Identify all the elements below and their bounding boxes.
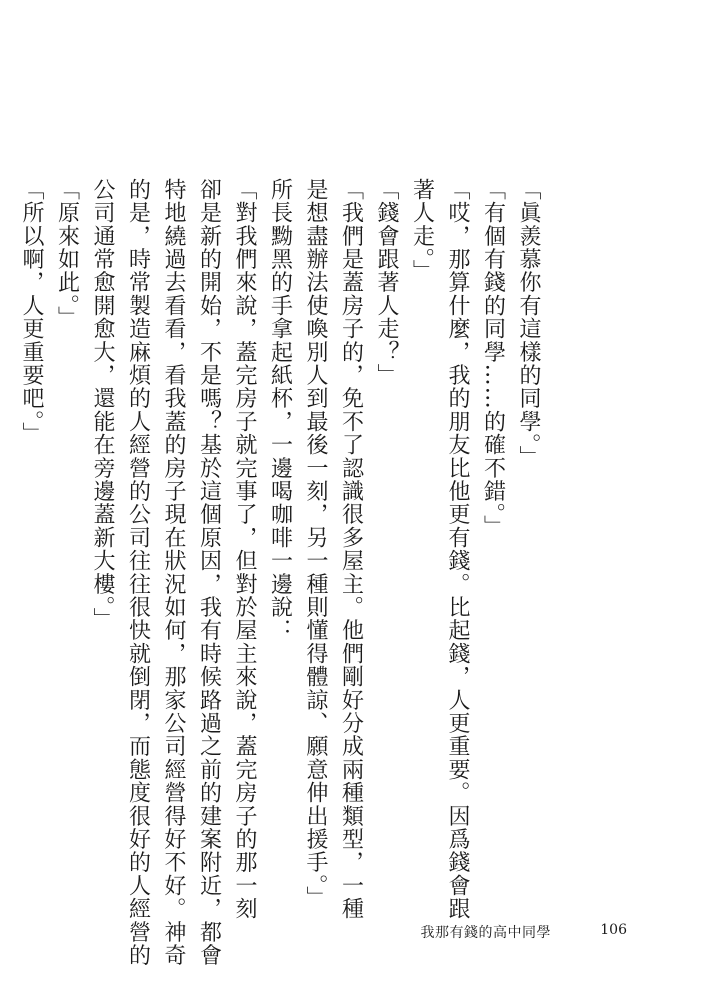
text-column: 是想盡辦法使喚別人到最後一刻，另一種則懂得體諒、願意伸出援手。」 — [303, 178, 328, 910]
text-column: 卻是新的開始，不是嗎？基於這個原因，我有時候路過之前的建案附近，都會 — [196, 178, 222, 967]
text-column: 「哎，那算什麼，我的朋友比他更有錢。比起錢，人更重要。因爲錢會跟 — [445, 178, 470, 921]
text-column: 公司通常愈開愈大，還能在旁邊蓋新大樓。」 — [90, 178, 115, 631]
text-column: 的是，時常製造麻煩的人經營的公司往往很快就倒閉，而態度很好的人經營的 — [125, 178, 151, 967]
text-column: 「錢會跟著人走？」 — [374, 178, 399, 387]
page-footer — [0, 922, 711, 946]
text-column: 「我們是蓋房子的，免不了認識很多屋主。他們剛好分成兩種類型，一種 — [338, 178, 364, 921]
text-column: 「所以啊，人更重要吧。」 — [19, 178, 44, 446]
page-number: 106 — [600, 922, 627, 938]
text-column: 「眞羨慕你有這樣的同學。」 — [516, 178, 541, 469]
text-column: 著人走。」 — [409, 178, 435, 283]
text-column: 所長黝黑的手拿起紙杯，一邊喝咖啡一邊說： — [267, 178, 293, 642]
text-column: 「對我們來說，蓋完房子就完事了，但對於屋主來說，蓋完房子的那一刻 — [232, 178, 257, 921]
text-column: 特地繞過去看看，看我蓋的房子現在狀況如何，那家公司經營得好不好。神奇 — [161, 178, 186, 967]
text-column: 「原來如此。」 — [54, 178, 80, 330]
text-column: 「有個有錢的同學……的確不錯。」 — [480, 178, 506, 539]
running-title: 我那有錢的高中同學 — [420, 925, 551, 941]
